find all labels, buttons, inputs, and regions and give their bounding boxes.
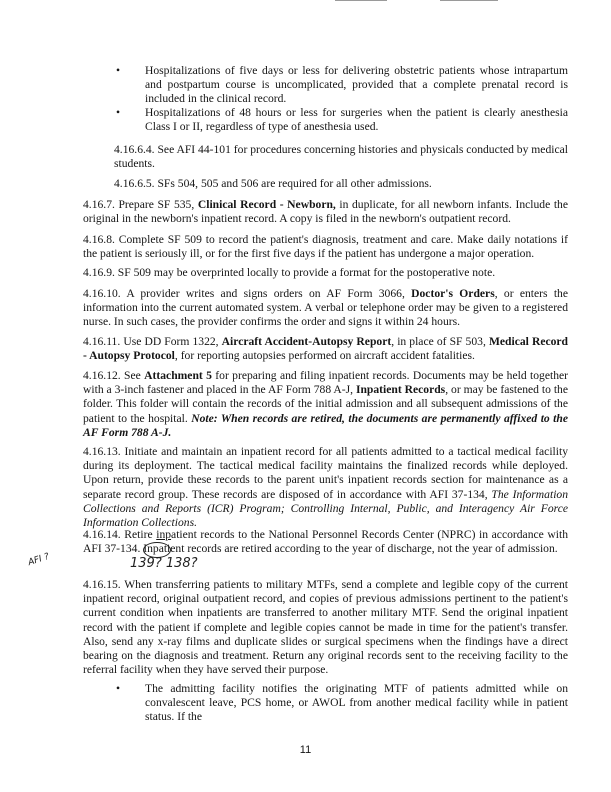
para-4-16-8: 4.16.8. Complete SF 509 to record the patient's diagnosis, treatment and care. Make daily notations if the patient is seriously ill, or for the first five days if the patient has undergone a major operation. [83, 233, 568, 261]
bullet-text: The admitting facility notifies the originating MTF of patients admitted while on convalescent leave, PCS home, or AWOL from another medical facility while in patient status. If the [145, 682, 568, 724]
text: , or may be fastened to the folder. This folder will contain the records of the initial admission and all subsequent admissions of the patient to the hospital. [83, 383, 568, 425]
text: atient records to the National Personnel Records Center (NPRC) in accordance with AFI 37- [83, 528, 568, 556]
para-4-16-12 [83, 369, 568, 440]
text: 4.16.13. Initiate and maintain an inpatient record for all patients admitted to a tactical medical facility during its deployment. The tactical medical facility maintains the finalized records while deployed. Upon return, provide these records to the parent unit's inpatient records section for maintenance as a separate record group. These records are disposed of in accordance with AFI 37-134, [83, 445, 568, 501]
para-4-16-9: 4.16.9. SF 509 may be overprinted locally to provide a format for the postoperative note. [83, 266, 496, 279]
text: . Inpatient records are retired according to the year of discharge, not the year of admission. [137, 542, 558, 556]
bullet-dot: • [116, 64, 121, 77]
bullet-dot: • [116, 682, 121, 695]
bullet-surgery [116, 106, 568, 134]
handwritten-note-inline: 139? 138? [130, 556, 198, 571]
header-rule-left [335, 0, 387, 1]
underlined-text: inp [156, 528, 172, 541]
text: , in place of SF 503, [391, 335, 489, 348]
para-4-16-6-5: 4.16.6.5. SFs 504, 505 and 506 are required for all other admissions. [114, 177, 432, 190]
handwritten-note-margin: AFI ? [26, 551, 51, 569]
para-4-16-15: 4.16.15. When transferring patients to military MTFs, send a complete and legible copy of the current inpatient record, original outpatient record, and copies of previous admissions pertinent to the patient's current condition when inpatients are transferred to another military MTF. Send the original inpatient record with the patient if complete and legible copies cannot be made in time for the patient's transfer. Also, send any x-ray films and duplicate slides or surgical specimens when the findings have a direct bearing on the diagnosis and treatment. Return any original records sent to the receiving facility to the referral facility when they have served their purpose. [83, 578, 568, 677]
para-4-16-11 [83, 335, 568, 363]
bullet-dot: • [116, 106, 121, 119]
attachment-ref: Attachment 5 [144, 369, 212, 382]
para-4-16-6-4: 4.16.6.4. See AFI 44-101 for procedures concerning histories and physicals conducted by medical students. [114, 143, 568, 171]
text: , for reporting autopsies performed on aircraft accident fatalities. [174, 349, 475, 363]
text: , or enters the information into the current automated system. A verbal or telephone order may be given to a registered nurse. In such cases, the provider confirms the order and signs it within 24 hours. [83, 287, 568, 329]
para-4-16-10 [83, 287, 568, 330]
text: 4.16.14. Retire [83, 528, 157, 541]
text: for preparing and filing inpatient records. Documents may be held together with a 3-inch fastener and placed in the AF Form 788 A-J, [83, 369, 568, 397]
bullet-obstetric [116, 64, 568, 107]
text: 4.16.12. See [83, 369, 145, 382]
form-title: Aircraft Accident-Autopsy Report [221, 335, 392, 348]
header-rule-right [440, 0, 498, 1]
page-number: 11 [299, 744, 312, 756]
form-title: Medical Record - Autopsy Protocol [83, 335, 568, 363]
text: 4.16.11. Use DD Form 1322, [83, 335, 222, 348]
para-4-16-13 [83, 445, 568, 530]
form-title: Clinical Record - Newborn, [197, 198, 336, 211]
circled-number: 134 [120, 542, 138, 556]
text: 4.16.10. A provider writes and signs orders on AF Form 3066, [83, 287, 412, 300]
text: 4.16.7. Prepare SF 535, [83, 198, 198, 211]
note: Note: When records are retired, the documents are permanently affixed to the AF Form 788 A-J. [83, 411, 568, 439]
text: in duplicate, for all newborn infants. Include the original in the newborn's inpatient record. A copy is filed in the newborn's outpatient record. [83, 198, 568, 226]
form-title: Inpatient Records [355, 383, 446, 397]
publication-title: The Information Collections and Reports (ICR) Program; Controlling Internal, Public, and Interagency Air Force Information Collections. [83, 487, 569, 530]
form-title: Doctor's Orders [411, 287, 495, 300]
bullet-text: Hospitalizations of 48 hours or less for surgeries when the patient is clearly anesthesia Class I or II, regardless of type of anesthesia used. [145, 106, 568, 134]
bullet-admitting-facility [116, 682, 568, 725]
para-4-16-7 [83, 198, 568, 226]
bullet-text: Hospitalizations of five days or less for delivering obstetric patients whose intrapartum and postpartum course is uncomplicated, provided that a complete prenatal record is included in the clinical record. [145, 64, 568, 106]
